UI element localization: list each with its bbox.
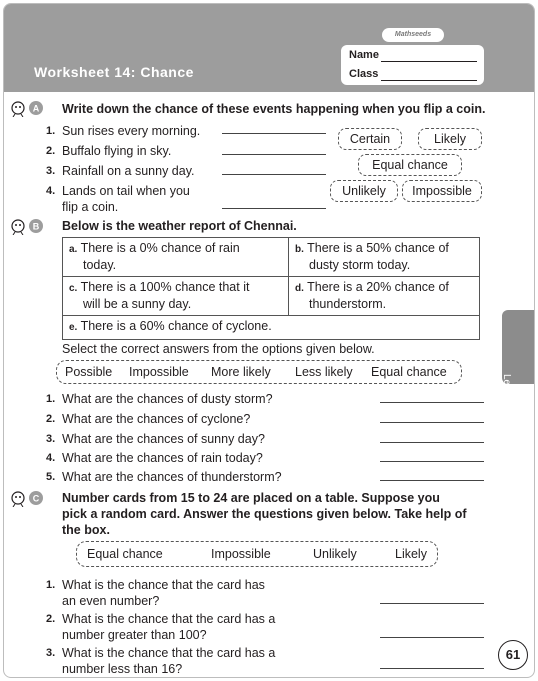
section-a-item-2: Buffalo flying in sky. (62, 144, 172, 158)
option-possible: Possible (65, 365, 113, 379)
item-number: 1. (46, 579, 56, 591)
answer-line[interactable] (222, 174, 326, 175)
worksheet-page (3, 3, 535, 678)
item-number: 1. (46, 125, 56, 137)
report-cell-d: d. There is a 20% chance of thunderstorm. (289, 277, 480, 316)
answer-line[interactable] (380, 402, 484, 403)
section-b-item-2: What are the chances of cyclone? (62, 412, 251, 426)
section-c-question-2: pick a random card. Answer the questions given below. Take help of (62, 507, 467, 521)
name-field[interactable] (381, 61, 477, 62)
answer-line[interactable] (380, 422, 484, 423)
item-number: 4. (46, 185, 56, 197)
answer-line[interactable] (380, 668, 484, 669)
option-unlikely: Unlikely (330, 180, 398, 202)
section-a-item-1: Sun rises every morning. (62, 124, 201, 138)
item-number: 2. (46, 413, 56, 425)
option-unlikely: Unlikely (313, 547, 357, 561)
name-class-box (341, 45, 484, 85)
section-c-question-1: Number cards from 15 to 24 are placed on a table. Suppose you (62, 491, 440, 505)
section-c-item-3-cont: number less than 16? (62, 662, 183, 676)
pencil-character-icon (10, 217, 44, 235)
answer-line[interactable] (380, 603, 484, 604)
answer-line[interactable] (380, 461, 484, 462)
worksheet-title: Worksheet 14: Chance (34, 64, 194, 80)
section-b-instruction: Select the correct answers from the options given below. (62, 342, 375, 356)
lesson-side-tab (501, 310, 535, 426)
option-impossible: Impossible (129, 365, 189, 379)
option-less-likely: Less likely (295, 365, 353, 379)
option-impossible: Impossible (402, 180, 482, 202)
report-cell-b: b. There is a 50% chance of dusty storm today. (289, 238, 480, 277)
section-b-item-1: What are the chances of dusty storm? (62, 392, 273, 406)
report-cell-c: c. There is a 100% chance that it will be a sunny day. (63, 277, 289, 316)
section-c-item-1: What is the chance that the card has (62, 578, 265, 592)
section-b-question: Below is the weather report of Chennai. (62, 219, 297, 233)
section-c-item-3: What is the chance that the card has a (62, 646, 276, 660)
item-number: 3. (46, 647, 56, 659)
section-a-item-4-cont: flip a coin. (62, 200, 119, 214)
option-equal-chance: Equal chance (358, 154, 462, 176)
item-number: 1. (46, 393, 56, 405)
option-more-likely: More likely (211, 365, 271, 379)
option-likely: Likely (395, 547, 427, 561)
section-b-item-4: What are the chances of rain today? (62, 451, 263, 465)
pencil-character-icon (10, 489, 44, 507)
item-number: 3. (46, 165, 56, 177)
section-b-badge: B (32, 221, 40, 232)
answer-line[interactable] (222, 208, 326, 209)
header-bar (4, 4, 534, 92)
section-b-item-5: What are the chances of thunderstorm? (62, 470, 282, 484)
answer-line[interactable] (380, 442, 484, 443)
section-c-item-2-cont: number greater than 100? (62, 628, 207, 642)
item-number: 4. (46, 452, 56, 464)
section-a-item-4: Lands on tail when you (62, 184, 190, 198)
section-b-options-box (56, 360, 462, 384)
brand-logo: Mathseeds (382, 28, 444, 42)
section-a-badge: A (32, 103, 40, 114)
report-cell-e: e. There is a 60% chance of cyclone. (63, 316, 480, 340)
section-c-options-box (76, 541, 438, 567)
pencil-character-icon (10, 99, 44, 117)
class-label: Class (349, 68, 379, 80)
report-cell-a: a. There is a 0% chance of rain today. (63, 238, 289, 277)
section-c-item-1-cont: an even number? (62, 594, 160, 608)
name-label: Name (349, 49, 379, 61)
item-number: 3. (46, 433, 56, 445)
option-impossible: Impossible (211, 547, 271, 561)
section-a-question: Write down the chance of these events happening when you flip a coin. (62, 102, 486, 116)
section-a-item-3: Rainfall on a sunny day. (62, 164, 195, 178)
answer-line[interactable] (222, 133, 326, 134)
section-b-item-3: What are the chances of sunny day? (62, 432, 265, 446)
option-likely: Likely (418, 128, 482, 150)
answer-line[interactable] (380, 480, 484, 481)
lesson-label: Lesson 107 (501, 374, 512, 426)
weather-report-table (62, 237, 480, 340)
item-number: 2. (46, 613, 56, 625)
item-number: 2. (46, 145, 56, 157)
section-c-badge: C (32, 493, 40, 504)
option-equal-chance: Equal chance (87, 547, 163, 561)
class-field[interactable] (381, 80, 477, 81)
option-certain: Certain (338, 128, 402, 150)
answer-line[interactable] (222, 154, 326, 155)
page-number: 61 (498, 640, 528, 670)
section-c-item-2: What is the chance that the card has a (62, 612, 276, 626)
option-equal-chance: Equal chance (371, 365, 447, 379)
answer-line[interactable] (380, 637, 484, 638)
section-c-question-3: the box. (62, 523, 110, 537)
item-number: 5. (46, 471, 56, 483)
